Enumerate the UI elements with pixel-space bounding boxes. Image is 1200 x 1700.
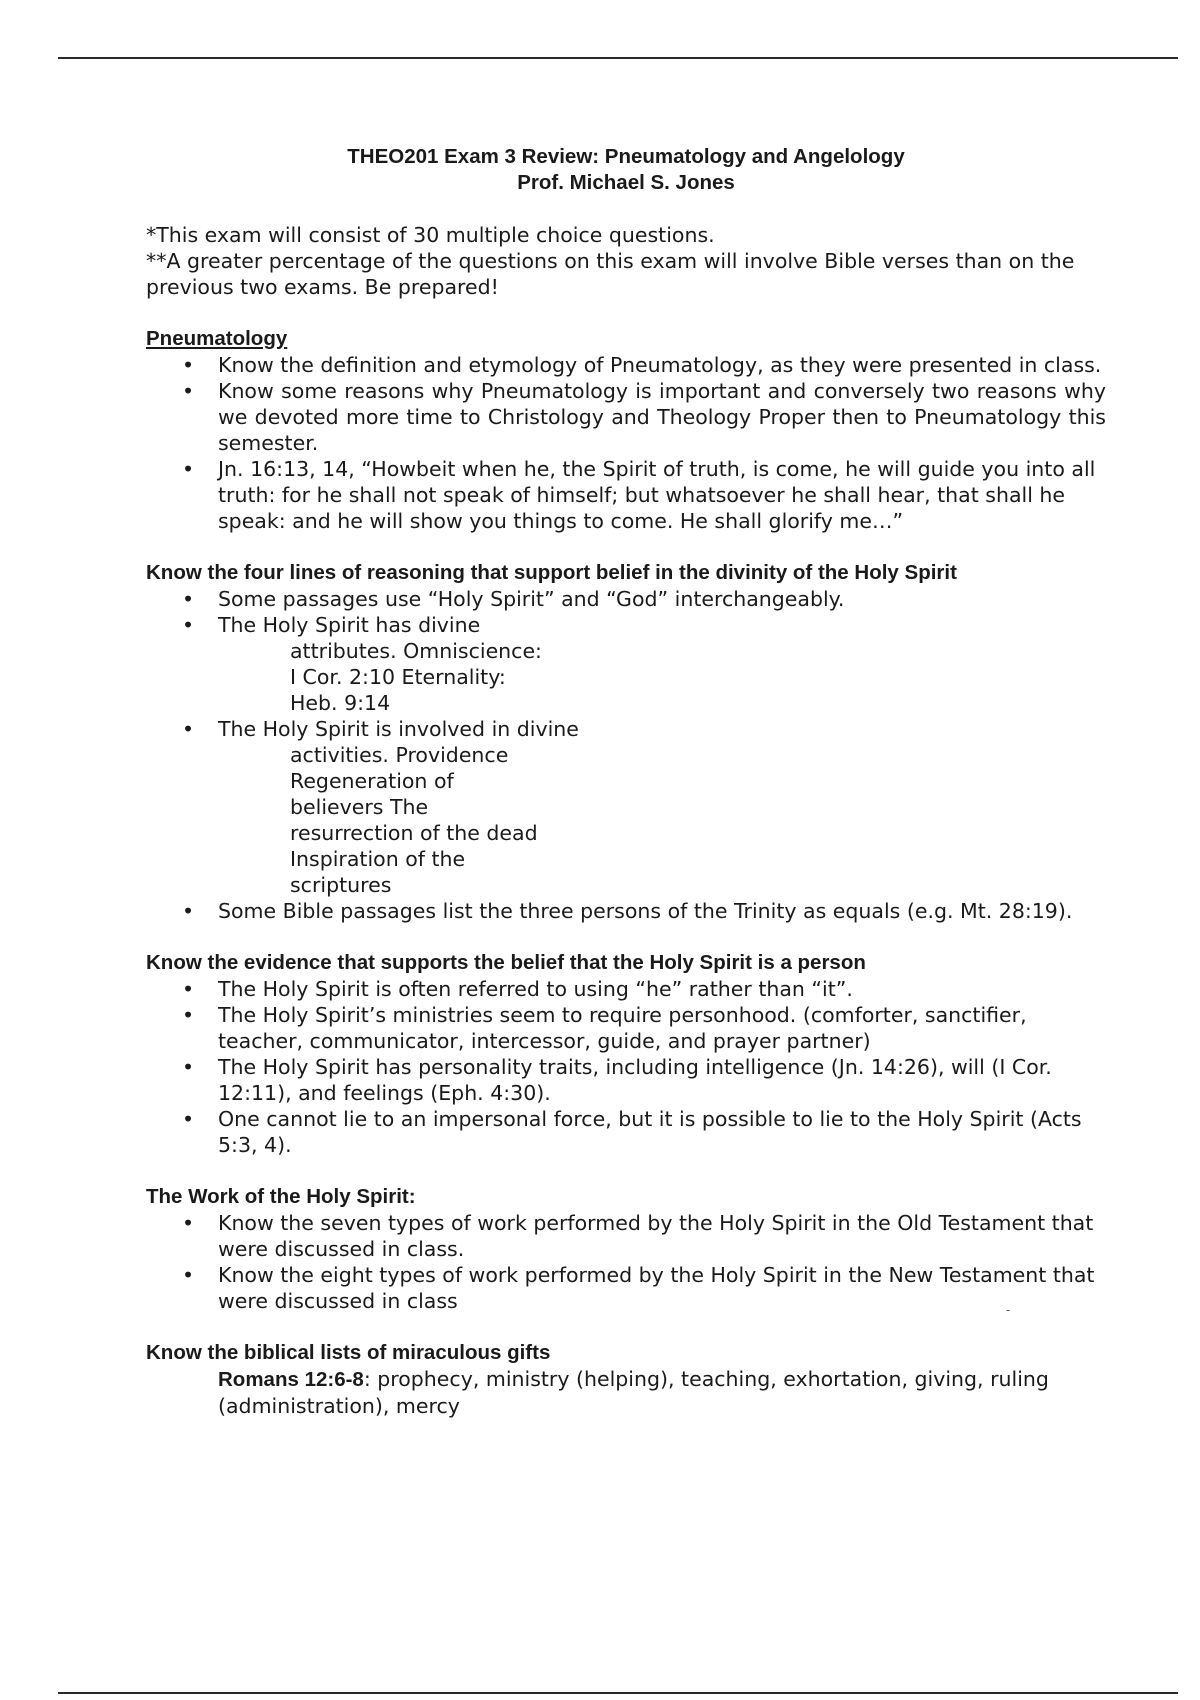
list-item: • Know the definition and etymology of Pneumatology, as they were presented in class. — [182, 353, 1102, 377]
exam-note-2: **A greater percentage of the questions on this exam will involve Bible verses than on the previous two exams. Be prepared! — [146, 249, 1075, 299]
divinity-list — [146, 586, 1106, 924]
pneumatology-list — [146, 352, 1106, 534]
sub-line: believers The — [290, 795, 429, 819]
bullet-icon: • — [182, 379, 195, 403]
bullet-icon: • — [182, 1107, 195, 1131]
sub-line: I Cor. 2:10 Eternality: — [290, 665, 506, 689]
bullet-icon: • — [182, 899, 195, 923]
divinity-heading: Know the four lines of reasoning that support belief in the divinity of the Holy Spirit — [146, 561, 957, 584]
bullet-icon: • — [182, 717, 195, 741]
sub-line: activities. Providence — [290, 743, 509, 767]
list-item: • Some Bible passages list the three persons of the Trinity as equals (e.g. Mt. 28:19). — [182, 899, 1073, 923]
list-item: • The Holy Spirit is often referred to using “he” rather than “it”. — [182, 977, 853, 1001]
list-item: • Know some reasons why Pneumatology is important and conversely two reasons why we devoted more time to Christology and Theology Proper then to Pneumatology this semester. — [182, 379, 1106, 455]
bullet-icon: • — [182, 353, 195, 377]
sub-line: scriptures — [290, 873, 392, 897]
list-item: • The Holy Spirit is involved in divine activities. Providence Regeneration of believers The resurrection of the dead Inspiration of the scriptures — [146, 716, 1106, 898]
list-item: • Know the seven types of work performed by the Holy Spirit in the Old Testament that were discussed in class. — [182, 1211, 1094, 1261]
sub-line: Heb. 9:14 — [290, 691, 391, 715]
bullet-icon: • — [182, 1263, 195, 1287]
list-item: • The Holy Spirit’s ministries seem to require personhood. (comforter, sanctifier, teacher, communicator, intercessor, guide, and prayer partner) — [182, 1003, 1027, 1053]
pneumatology-heading: Pneumatology — [146, 327, 288, 350]
list-item: • The Holy Spirit has personality traits, including intelligence (Jn. 14:26), will (I Cor. 12:11), and feelings (Eph. 4:30). — [182, 1055, 1052, 1105]
list-item: • Jn. 16:13, 14, “Howbeit when he, the Spirit of truth, is come, he will guide you into all truth: for he shall not speak of himself; but whatsoever he shall hear, that shall he speak: and he will show you things to come. He shall glorify me…” — [182, 457, 1096, 533]
list-item: • One cannot lie to an impersonal force, but it is possible to lie to the Holy Spirit (Acts 5:3, 4). — [182, 1107, 1082, 1157]
list-item: • Know the eight types of work performed by the Holy Spirit in the New Testament that were discussed in class — [182, 1263, 1095, 1313]
list-item: • The Holy Spirit has divine attributes. Omniscience: I Cor. 2:10 Eternality: Heb. 9:14 — [146, 612, 1106, 716]
sub-line: Inspiration of the — [290, 847, 466, 871]
exam-note-1: *This exam will consist of 30 multiple choice questions. — [146, 223, 715, 247]
person-list — [146, 976, 1106, 1158]
bullet-icon: • — [182, 977, 195, 1001]
work-heading: The Work of the Holy Spirit: — [146, 1185, 416, 1208]
bullet-icon: • — [182, 613, 195, 637]
stray-mark: - — [1006, 1303, 1011, 1317]
person-heading: Know the evidence that supports the belief that the Holy Spirit is a person — [146, 951, 866, 974]
footer-rule — [58, 1692, 1178, 1694]
scripture-reference: Romans 12:6-8 — [218, 1368, 364, 1391]
bullet-icon: • — [182, 587, 195, 611]
list-item: • Some passages use “Holy Spirit” and “God” interchangeably. — [182, 587, 845, 611]
sub-line: resurrection of the dead — [290, 821, 538, 845]
bullet-icon: • — [182, 1003, 195, 1027]
professor-name: Prof. Michael S. Jones — [517, 171, 735, 194]
work-list — [146, 1210, 1106, 1314]
gifts-heading: Know the biblical lists of miraculous gifts — [146, 1341, 551, 1364]
gifts-romans — [146, 1366, 1106, 1419]
bullet-icon: • — [182, 1211, 195, 1235]
sub-line: Regeneration of — [290, 769, 454, 793]
document-title: THEO201 Exam 3 Review: Pneumatology and Angelology — [347, 145, 905, 168]
sub-line: attributes. Omniscience: — [290, 639, 542, 663]
header-rule — [58, 57, 1178, 59]
gifts-list-text: : prophecy, ministry (helping), teaching, exhortation, giving, ruling (administration), mercy — [218, 1367, 1049, 1418]
bullet-icon: • — [182, 457, 195, 481]
document-body — [146, 144, 1106, 1419]
bullet-icon: • — [182, 1055, 195, 1079]
